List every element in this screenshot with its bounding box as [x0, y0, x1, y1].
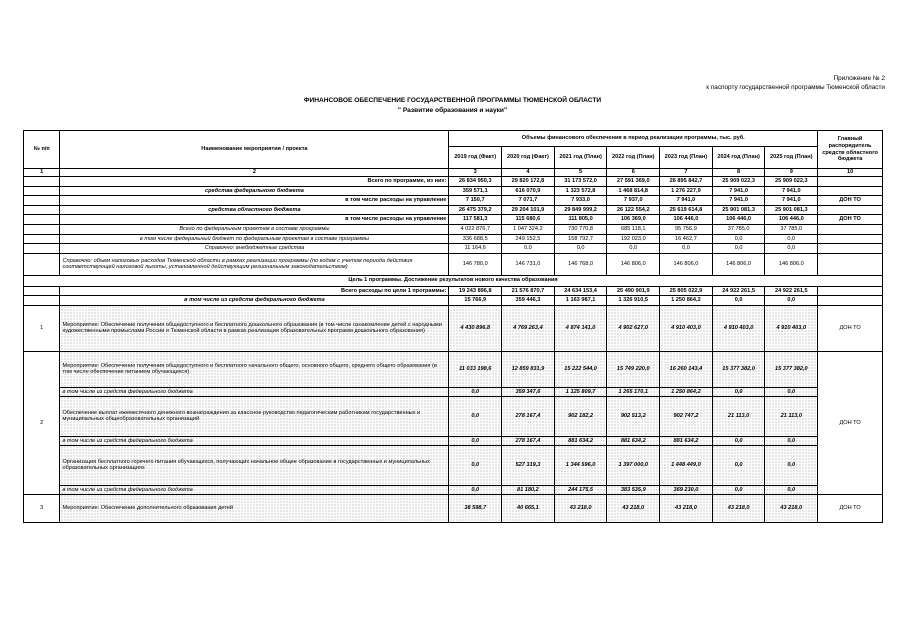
measure-sub-value: 1 125 809,7 — [554, 387, 607, 396]
measure-value: 4 769 263,4 — [502, 305, 555, 351]
measure-sub-value: 21 113,0 — [765, 396, 818, 436]
goal-value: 15 766,9 — [449, 296, 502, 306]
summary-manager — [818, 234, 883, 244]
measure-sub-value: 881 634,2 — [554, 436, 607, 445]
summary-value: 1 047 324,2 — [502, 224, 555, 234]
measure-sub-value: 0,0 — [449, 396, 502, 436]
summary-manager: ДОН ТО — [818, 215, 883, 225]
measure-sub-value: 0,0 — [449, 387, 502, 396]
row-number-cell — [24, 234, 60, 244]
measure-value: 15 377 382,0 — [765, 351, 818, 387]
goal-value: 0,0 — [712, 296, 765, 306]
header-manager: Главный распорядитель средств областного бюджета — [818, 131, 883, 169]
summary-value: 0,0 — [554, 244, 607, 254]
goal-value: 24 922 261,5 — [765, 286, 818, 296]
appendix-note — [706, 74, 885, 92]
summary-value: 25 909 022,3 — [712, 177, 765, 187]
summary-value: 7 941,0 — [765, 196, 818, 206]
summary-value: 31 173 572,0 — [554, 177, 607, 187]
measure-value: 11 033 198,6 — [449, 351, 502, 387]
measure-value: 43 218,0 — [607, 494, 660, 522]
summary-value: 146 731,0 — [502, 253, 555, 275]
measure-value: 4 430 896,8 — [449, 305, 502, 351]
goal-row-label: в том числе из средств федерального бюджета — [60, 296, 449, 306]
column-index: 5 — [554, 169, 607, 177]
summary-value: 7 941,0 — [765, 186, 818, 196]
measure-row — [24, 351, 883, 387]
measure-sub-value: 359 347,6 — [502, 387, 555, 396]
summary-row — [24, 215, 883, 225]
measure-row — [24, 494, 883, 522]
summary-value: 11 164,6 — [449, 244, 502, 254]
appendix-line-1: Приложение № 2 — [833, 75, 885, 82]
column-index: 7 — [660, 169, 713, 177]
summary-value: 106 446,0 — [712, 215, 765, 225]
goal-value: 21 576 870,7 — [502, 286, 555, 296]
measure-sub-row — [24, 396, 883, 436]
summary-value: 26 834 950,3 — [449, 177, 502, 187]
header-year-2: 2020 год (Факт) — [502, 147, 555, 169]
summary-value: 158 792,7 — [554, 234, 607, 244]
summary-value: 25 619 614,8 — [660, 205, 713, 215]
summary-row-label: Справочно: внебюджетные средства — [60, 244, 449, 254]
measure-sub-value: 1 250 864,2 — [660, 387, 713, 396]
summary-value: 0,0 — [660, 244, 713, 254]
measure-sub-value: 0,0 — [449, 485, 502, 494]
measure-sub-value: 369 230,0 — [660, 485, 713, 494]
row-number-cell — [24, 224, 60, 234]
summary-value: 95 756,9 — [660, 224, 713, 234]
measure-sub-value: 0,0 — [712, 387, 765, 396]
column-index: 2 — [60, 169, 449, 177]
goal-row — [24, 296, 883, 306]
measure-sub-value: 902 513,2 — [607, 396, 660, 436]
summary-value: 249 152,5 — [502, 234, 555, 244]
measure-sub-value: 278 167,4 — [502, 436, 555, 445]
summary-value: 25 901 081,3 — [765, 205, 818, 215]
measure-value: 15 377 382,0 — [712, 351, 765, 387]
row-number-cell — [24, 296, 60, 306]
summary-value: 0,0 — [712, 244, 765, 254]
row-number-cell — [24, 253, 60, 275]
goal-value: 359 446,3 — [502, 296, 555, 306]
column-index: 1 — [24, 169, 60, 177]
measure-number: 3 — [24, 494, 60, 522]
summary-value: 146 806,0 — [765, 253, 818, 275]
summary-value: 336 688,5 — [449, 234, 502, 244]
summary-manager — [818, 224, 883, 234]
measure-sub-value: 881 634,2 — [607, 436, 660, 445]
summary-value: 146 768,0 — [554, 253, 607, 275]
summary-value: 7 150,7 — [449, 196, 502, 206]
measure-sub-value: 0,0 — [712, 445, 765, 485]
measure-sub-value: 1 344 596,0 — [554, 445, 607, 485]
measure-value: 15 222 544,0 — [554, 351, 607, 387]
summary-row — [24, 205, 883, 215]
measure-sub-value: 0,0 — [449, 436, 502, 445]
row-number-cell — [24, 205, 60, 215]
summary-value: 29 204 101,9 — [502, 205, 555, 215]
summary-value: 0,0 — [765, 244, 818, 254]
measure-sub-value: 1 265 170,1 — [607, 387, 660, 396]
column-index: 3 — [449, 169, 502, 177]
summary-value: 26 895 842,7 — [660, 177, 713, 187]
measure-sub-row — [24, 485, 883, 494]
measure-number: 1 — [24, 305, 60, 351]
measure-sub-label: Обеспечение выплат ежемесячного денежного вознаграждения за классное руководство педагогическим работникам государственных и муниципальных общеобразовательных организаций — [60, 396, 449, 436]
summary-value: 25 909 022,3 — [765, 177, 818, 187]
summary-value: 111 805,0 — [554, 215, 607, 225]
column-index: 8 — [712, 169, 765, 177]
row-number-cell — [24, 215, 60, 225]
measure-sub-value: 0,0 — [449, 445, 502, 485]
summary-row-label: Всего по программе, из них: — [60, 177, 449, 187]
measure-sub-value: 21 113,0 — [712, 396, 765, 436]
header-year-1: 2019 год (Факт) — [449, 147, 502, 169]
summary-value: 29 849 999,2 — [554, 205, 607, 215]
summary-value: 106 446,0 — [660, 215, 713, 225]
goal-value: 24 922 261,5 — [712, 286, 765, 296]
summary-value: 146 806,0 — [712, 253, 765, 275]
summary-value: 146 806,0 — [660, 253, 713, 275]
summary-value: 37 785,0 — [765, 224, 818, 234]
summary-value: 26 122 554,2 — [607, 205, 660, 215]
goal-value: 1 250 864,2 — [660, 296, 713, 306]
header-number: № п/п — [24, 131, 60, 169]
measure-sub-value: 0,0 — [765, 485, 818, 494]
summary-value: 1 276 227,9 — [660, 186, 713, 196]
measure-sub-row — [24, 436, 883, 445]
summary-value: 26 475 379,2 — [449, 205, 502, 215]
summary-value: 106 369,0 — [607, 215, 660, 225]
appendix-line-2: к паспорту государственной программы Тюменской области — [706, 84, 885, 91]
summary-value: 7 937,0 — [607, 196, 660, 206]
summary-manager — [818, 186, 883, 196]
summary-value: 7 941,0 — [712, 196, 765, 206]
summary-value: 29 820 172,8 — [502, 177, 555, 187]
measure-sub-label: Организация бесплатного горячего питания обучающихся, получающих начальное общее образование в государственных и муниципальных образовательных организациях — [60, 445, 449, 485]
header-year-3: 2021 год (План) — [554, 147, 607, 169]
measure-value: 43 218,0 — [554, 494, 607, 522]
header-volumes: Объемы финансового обеспечения в период реализации программы, тыс. руб. — [449, 131, 818, 147]
goal-row — [24, 286, 883, 296]
summary-row — [24, 177, 883, 187]
measure-value: 43 218,0 — [660, 494, 713, 522]
goal-manager — [818, 286, 883, 296]
summary-value: 37 785,0 — [712, 224, 765, 234]
row-number-cell — [24, 196, 60, 206]
summary-manager — [818, 205, 883, 215]
measure-value: 40 665,1 — [502, 494, 555, 522]
goal-value: 1 163 987,1 — [554, 296, 607, 306]
summary-row-label: Справочно: объем налоговых расходов Тюменской области в рамках реализации программы (по кодам с учетом периода действия соответствующей налоговой льготы, установленной действующим региональным законодательством) — [60, 253, 449, 275]
measure-manager: ДОН ТО — [818, 351, 883, 494]
measure-value: 4 874 141,0 — [554, 305, 607, 351]
measure-sub-value: 0,0 — [765, 436, 818, 445]
document-subtitle: " Развитие образования и науки" — [397, 107, 508, 114]
summary-value: 7 941,0 — [660, 196, 713, 206]
summary-value: 1 468 814,8 — [607, 186, 660, 196]
summary-row — [24, 244, 883, 254]
goal-value: 0,0 — [765, 296, 818, 306]
measure-sub-value: 902 182,2 — [554, 396, 607, 436]
goal-value: 24 634 153,4 — [554, 286, 607, 296]
summary-value: 4 022 876,7 — [449, 224, 502, 234]
measure-sub-label: в том числе из средств федерального бюджета — [60, 485, 449, 494]
summary-row-label: Всего по федеральным проектам в составе программы — [60, 224, 449, 234]
summary-manager — [818, 253, 883, 275]
measure-value: 4 910 403,0 — [712, 305, 765, 351]
measure-sub-value: 881 634,2 — [660, 436, 713, 445]
header-name: Наименование мероприятия / проекта — [60, 131, 449, 169]
summary-value: 7 941,0 — [712, 186, 765, 196]
measure-sub-value: 0,0 — [765, 387, 818, 396]
summary-value: 0,0 — [607, 244, 660, 254]
summary-value: 106 446,0 — [765, 215, 818, 225]
measure-value: 12 859 831,9 — [502, 351, 555, 387]
summary-value: 0,0 — [502, 244, 555, 254]
measure-sub-value: 1 397 000,0 — [607, 445, 660, 485]
goal-value: 1 326 910,5 — [607, 296, 660, 306]
summary-value: 115 680,6 — [502, 215, 555, 225]
summary-value: 146 806,0 — [607, 253, 660, 275]
column-index: 10 — [818, 169, 883, 177]
summary-value: 0,0 — [765, 234, 818, 244]
measure-name: Мероприятие: Обеспечение дополнительного образования детей — [60, 494, 449, 522]
summary-value: 359 571,1 — [449, 186, 502, 196]
measure-value: 16 260 143,4 — [660, 351, 713, 387]
summary-value: 192 023,0 — [607, 234, 660, 244]
summary-manager: ДОН ТО — [818, 196, 883, 206]
header-year-4: 2022 год (План) — [607, 147, 660, 169]
measure-row — [24, 305, 883, 351]
summary-value: 1 323 572,8 — [554, 186, 607, 196]
summary-row — [24, 234, 883, 244]
measure-sub-label: в том числе из средств федерального бюджета — [60, 387, 449, 396]
goal-value: 19 243 896,8 — [449, 286, 502, 296]
measure-sub-value: 0,0 — [712, 436, 765, 445]
summary-manager — [818, 177, 883, 187]
goal-row-label: Всего расходы по цели 1 программы: — [60, 286, 449, 296]
document-title: ФИНАНСОВОЕ ОБЕСПЕЧЕНИЕ ГОСУДАРСТВЕННОЙ ПРОГРАММЫ ТЮМЕНСКОЙ ОБЛАСТИ — [303, 97, 602, 104]
header-year-7: 2025 год (План) — [765, 147, 818, 169]
measure-sub-row — [24, 445, 883, 485]
summary-row-label: в том числе расходы на управление — [60, 196, 449, 206]
measure-name: Мероприятие: Обеспечение получения общедоступного и бесплатного дошкольного образования (в том числе ознакомление детей с народными художественными промыслами России и Тюменской области в рамках реализации образовательных программ дошкольного образования) — [60, 305, 449, 351]
goal-value: 25 490 901,9 — [607, 286, 660, 296]
summary-row-label: в том числе федеральный бюджет по федеральным проектам в составе программы — [60, 234, 449, 244]
column-index: 6 — [607, 169, 660, 177]
measure-value: 43 218,0 — [765, 494, 818, 522]
measure-value: 4 902 627,0 — [607, 305, 660, 351]
measure-sub-value: 278 167,4 — [502, 396, 555, 436]
summary-value: 616 070,9 — [502, 186, 555, 196]
summary-row — [24, 196, 883, 206]
measure-value: 15 749 220,0 — [607, 351, 660, 387]
column-index: 4 — [502, 169, 555, 177]
measure-sub-value: 0,0 — [712, 485, 765, 494]
summary-value: 730 770,8 — [554, 224, 607, 234]
summary-value: 25 901 081,3 — [712, 205, 765, 215]
goal-manager — [818, 296, 883, 306]
measure-sub-value: 383 535,9 — [607, 485, 660, 494]
summary-value: 7 933,0 — [554, 196, 607, 206]
measure-sub-value: 527 319,3 — [502, 445, 555, 485]
summary-row — [24, 253, 883, 275]
summary-value: 0,0 — [712, 234, 765, 244]
header-year-6: 2024 год (План) — [712, 147, 765, 169]
measure-value: 4 910 403,0 — [660, 305, 713, 351]
measure-sub-value: 1 448 449,0 — [660, 445, 713, 485]
measure-number: 2 — [24, 351, 60, 494]
summary-value: 685 118,1 — [607, 224, 660, 234]
measure-sub-label: в том числе из средств федерального бюджета — [60, 436, 449, 445]
summary-manager — [818, 244, 883, 254]
measure-sub-value: 244 175,5 — [554, 485, 607, 494]
summary-row-label: средства федерального бюджета — [60, 186, 449, 196]
measure-sub-row — [24, 387, 883, 396]
header-year-5: 2023 год (План) — [660, 147, 713, 169]
measure-sub-value: 81 180,2 — [502, 485, 555, 494]
goal-title: Цель 1 программы. Достижение результатов нового качества образования — [24, 275, 883, 286]
row-number-cell — [24, 186, 60, 196]
summary-value: 27 591 369,0 — [607, 177, 660, 187]
measure-manager: ДОН ТО — [818, 305, 883, 351]
measure-name: Мероприятие: Обеспечение получения общедоступного и бесплатного начального общего, основного общего, среднего общего образования (в том числе обеспечение питанием обучающихся) — [60, 351, 449, 387]
goal-value: 25 805 022,9 — [660, 286, 713, 296]
measure-sub-value: 0,0 — [765, 445, 818, 485]
summary-value: 7 071,7 — [502, 196, 555, 206]
summary-value: 16 462,7 — [660, 234, 713, 244]
column-index: 9 — [765, 169, 818, 177]
measure-value: 43 218,0 — [712, 494, 765, 522]
row-number-cell — [24, 244, 60, 254]
summary-row — [24, 224, 883, 234]
measure-value: 38 598,7 — [449, 494, 502, 522]
measure-value: 4 910 403,0 — [765, 305, 818, 351]
measure-manager: ДОН ТО — [818, 494, 883, 522]
row-number-cell — [24, 177, 60, 187]
summary-value: 146 780,0 — [449, 253, 502, 275]
row-number-cell — [24, 286, 60, 296]
financing-table — [23, 130, 883, 523]
summary-row-label: в том числе расходы на управление — [60, 215, 449, 225]
measure-sub-value: 902 747,2 — [660, 396, 713, 436]
summary-row-label: средства областного бюджета — [60, 205, 449, 215]
summary-row — [24, 186, 883, 196]
summary-value: 117 581,3 — [449, 215, 502, 225]
